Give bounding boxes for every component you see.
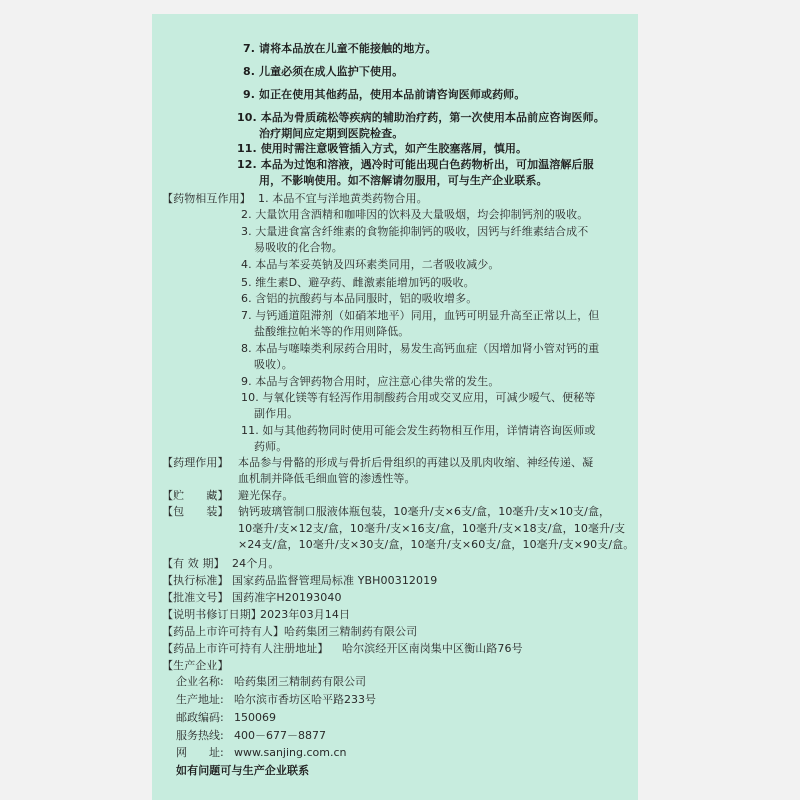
manufacturer-label: 邮政编码:	[176, 711, 224, 724]
holder-address-heading: 【药品上市许可持有人注册地址】	[162, 642, 329, 655]
interaction-item: 7. 与钙通道阻滞剂（如硝苯地平）同用，血钙可明显升高至正常以上，但	[241, 309, 600, 322]
package-heading: 【包 装】	[162, 505, 229, 518]
revision-text: 2023年03月14日	[260, 608, 351, 621]
storage-heading: 【贮 藏】	[162, 489, 229, 502]
interaction-item: 3. 大量进食富含纤维素的食物能抑制钙的吸收，因钙与纤维素结合成不	[241, 225, 589, 238]
contact-note: 如有问题可与生产企业联系	[176, 764, 310, 777]
holder-text: 哈药集团三精制药有限公司	[284, 625, 418, 638]
manufacturer-label: 网 址:	[176, 746, 224, 759]
precaution-item: 9. 如正在使用其他药品，使用本品前请咨询医师或药师。	[243, 88, 526, 101]
interaction-item: 10. 与氧化镁等有轻泻作用制酸药合用或交叉应用，可减少嗳气、便秘等	[241, 391, 596, 404]
manufacturer-value: 哈药集团三精制药有限公司	[234, 675, 366, 688]
manufacturer-label: 生产地址:	[176, 693, 224, 706]
precaution-item: 11. 使用时需注意吸管插入方式，如产生胶塞落屑，慎用。	[237, 142, 528, 155]
validity-text: 24个月。	[232, 557, 280, 570]
interaction-item-continued: 吸收）。	[254, 358, 293, 371]
interaction-item: 5. 维生素D、避孕药、雌激素能增加钙的吸收。	[241, 276, 475, 289]
interactions-heading: 【药物相互作用】	[162, 192, 251, 205]
validity-heading: 【有 效 期】	[162, 557, 225, 570]
precaution-item: 7. 请将本品放在儿童不能接触的地方。	[243, 42, 437, 55]
interaction-item: 8. 本品与噻嗪类利尿药合用时，易发生高钙血症（因增加肾小管对钙的重	[241, 342, 600, 355]
revision-heading: 【说明书修订日期】	[162, 608, 262, 621]
interaction-item-continued: 盐酸维拉帕米等的作用则降低。	[254, 325, 410, 338]
pharmacology-text-continued: 血机制并降低毛细血管的渗透性等。	[238, 472, 416, 485]
package-line: 钠钙玻璃管制口服液体瓶包装，10毫升/支×6支/盒，10毫升/支×10支/盒，	[238, 505, 611, 518]
interaction-item: 9. 本品与含钾药物合用时，应注意心律失常的发生。	[241, 375, 500, 388]
interaction-item-continued: 易吸收的化合物。	[254, 241, 343, 254]
manufacturer-value: 150069	[234, 711, 276, 724]
precaution-item-continued: 用，不影响使用。如不溶解请勿服用，可与生产企业联系。	[259, 174, 548, 187]
manufacturer-value: 哈尔滨市香坊区哈平路233号	[234, 693, 376, 706]
storage-text: 避光保存。	[238, 489, 294, 502]
interaction-item: 6. 含铝的抗酸药与本品同服时，铝的吸收增多。	[241, 292, 478, 305]
interaction-item-continued: 副作用。	[254, 407, 299, 420]
interaction-item: 2. 大量饮用含酒精和咖啡因的饮料及大量吸烟，均会抑制钙剂的吸收。	[241, 208, 589, 221]
precaution-item: 8. 儿童必须在成人监护下使用。	[243, 65, 404, 78]
manufacturer-heading: 【生产企业】	[162, 659, 229, 672]
interaction-item: 4. 本品与苯妥英钠及四环素类同用，二者吸收减少。	[241, 258, 500, 271]
manufacturer-value: www.sanjing.com.cn	[234, 746, 347, 759]
pharmacology-text: 本品参与骨骼的形成与骨折后骨组织的再建以及肌肉收缩、神经传递、凝	[238, 456, 594, 469]
leaflet-page	[152, 14, 638, 800]
package-line: 10毫升/支×12支/盒，10毫升/支×16支/盒，10毫升/支×18支/盒，10毫升/支	[238, 522, 626, 535]
holder-address-text: 哈尔滨经开区南岗集中区衡山路76号	[342, 642, 523, 655]
manufacturer-value: 400－677－8877	[234, 729, 326, 742]
holder-heading: 【药品上市许可持有人】	[162, 625, 285, 638]
package-line: ×24支/盒，10毫升/支×30支/盒，10毫升/支×60支/盒，10毫升/支×90支/盒。	[238, 538, 635, 551]
standard-text: 国家药品监督管理局标准 YBH00312019	[232, 574, 438, 587]
manufacturer-label: 企业名称:	[176, 675, 224, 688]
manufacturer-label: 服务热线:	[176, 729, 224, 742]
interaction-item: 11. 如与其他药物同时使用可能会发生药物相互作用，详情请咨询医师或	[241, 424, 596, 437]
precaution-item-continued: 治疗期间应定期到医院检查。	[259, 127, 404, 140]
approval-heading: 【批准文号】	[162, 591, 229, 604]
pharmacology-heading: 【药理作用】	[162, 456, 229, 469]
standard-heading: 【执行标准】	[162, 574, 229, 587]
approval-text: 国药准字H20193040	[232, 591, 342, 604]
interaction-item-continued: 药师。	[254, 440, 288, 453]
precaution-item: 12. 本品为过饱和溶液，遇冷时可能出现白色药物析出，可加温溶解后服	[237, 158, 594, 171]
interaction-item: 1. 本品不宜与洋地黄类药物合用。	[258, 192, 428, 205]
precaution-item: 10. 本品为骨质疏松等疾病的辅助治疗药，第一次使用本品前应咨询医师。	[237, 111, 605, 124]
